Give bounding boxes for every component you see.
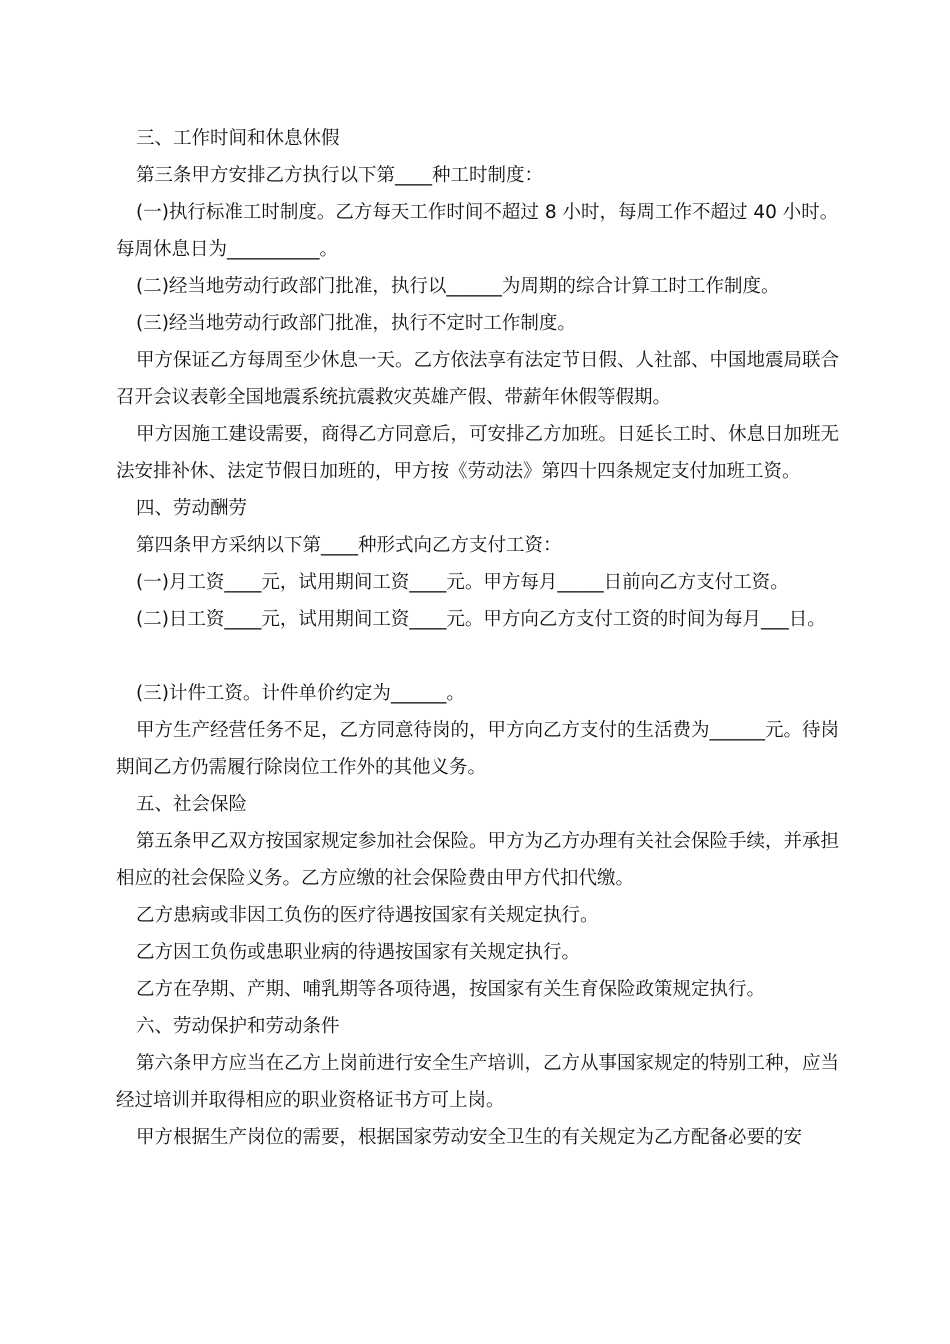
maternity-paragraph: 乙方在孕期、产期、哺乳期等各项待遇，按国家有关生育保险政策规定执行。 [136, 979, 766, 1000]
article-5: 第五条甲乙双方按国家规定参加社会保险。甲方为乙方办理有关社会保险手续，并承担相应的社会保险义务。乙方应缴的社会保险费由甲方代扣代缴。 [116, 831, 840, 889]
article-6: 第六条甲方应当在乙方上岗前进行安全生产培训，乙方从事国家规定的特别工种，应当经过培训并取得相应的职业资格证书方可上岗。 [116, 1053, 840, 1111]
standby-paragraph: 甲方生产经营任务不足，乙方同意待岗的，甲方向乙方支付的生活费为______元。待岗期间乙方仍需履行除岗位工作外的其他义务。 [116, 720, 840, 778]
rest-day-paragraph: 甲方保证乙方每周至少休息一天。乙方依法享有法定节日假、人社部、中国地震局联合召开会议表彰全国地震系统抗震救灾英雄产假、带薪年休假等假期。 [116, 350, 840, 408]
section-heading-social-insurance: 五、社会保险 [136, 794, 248, 815]
section-heading-work-hours: 三、工作时间和休息休假 [136, 128, 340, 149]
work-injury-paragraph: 乙方因工负伤或患职业病的待遇按国家有关规定执行。 [136, 942, 581, 963]
article-4-item-1: (一)月工资____元，试用期间工资____元。甲方每月_____日前向乙方支付工资。 [136, 572, 789, 593]
article-4-item-2: (二)日工资____元，试用期间工资____元。甲方向乙方支付工资的时间为每月___日。 [136, 609, 826, 630]
section-heading-remuneration: 四、劳动酬劳 [136, 498, 248, 519]
overtime-paragraph: 甲方因施工建设需要，商得乙方同意后，可安排乙方加班。日延长工时、休息日加班无法安排补休、法定节假日加班的，甲方按《劳动法》第四十四条规定支付加班工资。 [116, 424, 840, 482]
article-4-item-3: (三)计件工资。计件单价约定为______。 [136, 683, 465, 704]
article-4: 第四条甲方采纳以下第____种形式向乙方支付工资： [136, 535, 562, 556]
article-3-item-2: (二)经当地劳动行政部门批准，执行以______为周期的综合计算工时工作制度。 [136, 276, 780, 297]
article-3-item-1: (一)执行标准工时制度。乙方每天工作时间不超过 8 小时，每周工作不超过 40 小时。每周休息日为__________。 [116, 202, 839, 260]
blank-line [116, 638, 840, 675]
section-heading-labor-protection: 六、劳动保护和劳动条件 [136, 1016, 340, 1037]
illness-paragraph: 乙方患病或非因工负伤的医疗待遇按国家有关规定执行。 [136, 905, 599, 926]
article-3-item-3: (三)经当地劳动行政部门批准，执行不定时工作制度。 [136, 313, 576, 334]
document-body [116, 120, 840, 1156]
article-3: 第三条甲方安排乙方执行以下第____种工时制度： [136, 165, 544, 186]
safety-equipment-paragraph: 甲方根据生产岗位的需要，根据国家劳动安全卫生的有关规定为乙方配备必要的安 [136, 1127, 803, 1148]
